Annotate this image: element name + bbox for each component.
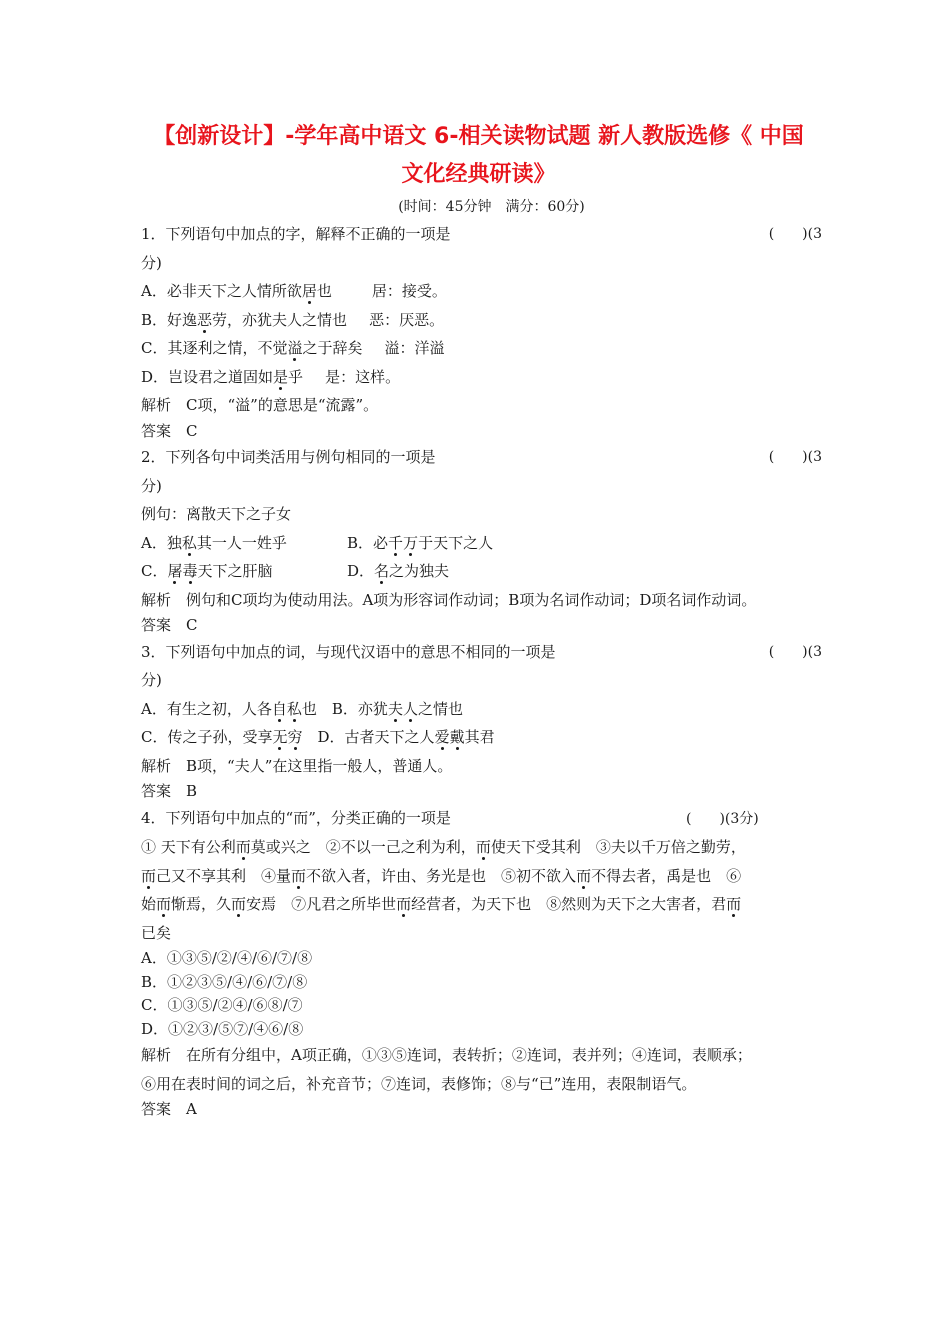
q3-c-text: C．传之子孙，受享 bbox=[141, 728, 273, 746]
q4-passage-line-3 bbox=[141, 890, 822, 919]
q1-option-a bbox=[141, 277, 822, 306]
q1-a-text: A．必非天下之人情所欲 bbox=[141, 282, 302, 300]
q2-stem-row bbox=[141, 443, 822, 472]
q1-c-dotted: 溢 bbox=[287, 339, 303, 357]
q1-option-d bbox=[141, 363, 822, 392]
title-line-1: 【创新设计】-学年高中语文 6-相关读物试题 新人教版选修《 中国 bbox=[153, 124, 804, 149]
q4-l2-text-1: 己又不享其利 ④量 bbox=[156, 866, 292, 885]
document-title bbox=[135, 118, 822, 194]
q4-l1-text-2: 莫或兴之 ②不以一己之利为利， bbox=[250, 838, 476, 856]
q4-er-3: 而 bbox=[141, 866, 157, 885]
q2-a-text: A．独 bbox=[141, 533, 182, 552]
q4-l3-text-2: 惭焉，久 bbox=[171, 895, 232, 913]
q4-l1-text-1: ① 天下有公利 bbox=[141, 838, 236, 856]
q1-option-c bbox=[141, 334, 822, 363]
q4-l2-text-2: 不欲入者，许由、务光是也 ⑤初不欲入 bbox=[306, 866, 577, 885]
q1-c-explain: 溢：洋溢 bbox=[384, 339, 445, 357]
q1-a-explain: 居：接受。 bbox=[371, 282, 447, 300]
q4-stem: 4．下列语句中加点的“而”，分类正确的一项是 bbox=[141, 808, 451, 827]
q2-d-text: D． bbox=[347, 562, 375, 580]
q4-l3-text-4: 经营者，为天下也 ⑧然则为天下之大害者，君 bbox=[411, 895, 727, 913]
q2-answer: 答案 C bbox=[141, 616, 198, 634]
q2-score-cont: 分) bbox=[141, 476, 162, 495]
q3-options-cd bbox=[141, 723, 822, 752]
q1-b-explain: 恶：厌恶。 bbox=[369, 310, 445, 329]
q3-stem: 3．下列语句中加点的词，与现代汉语中的意思不相同的一项是 bbox=[141, 642, 556, 661]
q3-d-dotted-2: 戴 bbox=[449, 728, 465, 746]
q3-d-dotted: 爱 bbox=[434, 728, 450, 746]
q3-score-cont: 分) bbox=[141, 671, 162, 689]
q4-passage-line-2 bbox=[141, 862, 822, 891]
q4-l2-text-3: 不得去者，禹是也 ⑥ bbox=[591, 866, 742, 885]
q4-analysis-1: 解析 在所有分组中，A项正确，①③⑤连词，表转折；②连词，表并列；④连词，表顺承； bbox=[141, 1046, 752, 1064]
q2-c-text-end: 天下之肝脑 bbox=[197, 562, 273, 580]
q3-analysis: 解析 B项，“夫人”在这里指一般人，普通人。 bbox=[141, 756, 453, 775]
q4-er-2: 而 bbox=[475, 838, 491, 856]
q3-options-ab bbox=[141, 695, 822, 724]
q1-d-text-end: 乎 bbox=[288, 367, 304, 386]
q3-score: ( )(3 bbox=[768, 643, 822, 660]
q1-c-text-end: 之于辞矣 bbox=[302, 339, 363, 357]
q2-c-dotted: 屠 bbox=[167, 562, 183, 580]
q2-options-ab bbox=[141, 529, 822, 558]
q4-analysis-2: ⑥用在表时间的词之后，补充音节；⑦连词，表修饰；⑧与“已”连用，表限制语气。 bbox=[141, 1074, 697, 1093]
q1-b-text-end: 劳，亦犹夫人之情也 bbox=[212, 310, 348, 329]
q3-b-dotted-2: 人 bbox=[402, 699, 418, 718]
q4-answer: 答案 A bbox=[141, 1100, 197, 1118]
q4-er-8: 而 bbox=[396, 895, 412, 913]
q3-a-dotted-2: 私 bbox=[286, 699, 302, 718]
q4-stem-row bbox=[141, 804, 822, 834]
q3-stem-row bbox=[141, 638, 822, 667]
q4-passage-line-1 bbox=[141, 833, 822, 862]
q3-b-text-end: 之情也 bbox=[417, 699, 463, 718]
q1-d-dotted: 是 bbox=[273, 367, 289, 386]
q3-d-text: D．古者天下之人 bbox=[317, 728, 435, 746]
q1-analysis: 解析 C项，“溢”的意思是“流露”。 bbox=[141, 396, 379, 414]
q4-er-7: 而 bbox=[231, 895, 247, 913]
q1-stem-row bbox=[141, 220, 822, 249]
q3-a-text: A．有生之初，人各 bbox=[141, 699, 272, 718]
q1-option-b bbox=[141, 306, 822, 335]
time-note: (时间：45分钟 满分：60分) bbox=[398, 199, 585, 215]
q3-a-text-end: 也 bbox=[301, 699, 317, 718]
q4-er-4: 而 bbox=[291, 866, 307, 885]
q4-l3-text-3: 安焉 ⑦凡君之所毕世 bbox=[246, 895, 397, 913]
q1-b-dotted: 恶 bbox=[197, 310, 213, 329]
q1-score-cont: 分) bbox=[141, 253, 162, 272]
q3-c-dotted-2: 穷 bbox=[287, 728, 303, 746]
q1-d-explain: 是：这样。 bbox=[325, 367, 401, 386]
q1-stem: 1．下列语句中加点的字，解释不正确的一项是 bbox=[141, 225, 451, 243]
q4-option-d: D．①②③/⑤⑦/④⑥/⑧ bbox=[141, 1019, 304, 1038]
q3-b-dotted: 夫 bbox=[387, 699, 403, 718]
q2-c-text: C． bbox=[141, 562, 168, 580]
q4-er-9: 而 bbox=[726, 895, 742, 913]
q1-c-text: C．其逐利之情，不觉 bbox=[141, 339, 288, 357]
q2-b-text: B．必 bbox=[347, 533, 389, 552]
q4-passage-line-4: 已矣 bbox=[141, 923, 172, 942]
q3-b-text: B．亦犹 bbox=[331, 699, 388, 718]
q4-option-a: A．①③⑤/②/④/⑥/⑦/⑧ bbox=[141, 949, 313, 967]
q2-c-dotted-2: 毒 bbox=[182, 562, 198, 580]
q4-score: ( )(3分) bbox=[686, 810, 759, 827]
q4-er-1: 而 bbox=[235, 838, 251, 856]
q1-score: ( )(3 bbox=[768, 226, 822, 242]
q4-l1-text-3: 使天下受其利 ③夫以千万倍之勤劳， bbox=[490, 838, 746, 856]
q4-er-5: 而 bbox=[576, 866, 592, 885]
q1-a-text-end: 也 bbox=[316, 282, 332, 300]
q1-a-dotted: 居 bbox=[301, 282, 317, 300]
q1-b-text: B．好逸 bbox=[141, 310, 198, 329]
q2-example: 例句：离散天下之子女 bbox=[141, 505, 292, 523]
q4-l3-text-1: 始 bbox=[141, 895, 157, 913]
q2-b-dotted-2: 万 bbox=[403, 533, 419, 552]
q2-options-cd bbox=[141, 557, 822, 586]
q2-score: ( )(3 bbox=[768, 449, 822, 465]
q2-analysis: 解析 例句和C项均为使动用法。A项为形容词作动词；B项为名词作动词；D项名词作动词。 bbox=[141, 590, 757, 609]
q4-er-6: 而 bbox=[156, 895, 172, 913]
q1-answer: 答案 C bbox=[141, 421, 198, 440]
q3-d-text-end: 其君 bbox=[464, 728, 495, 746]
q4-option-b: B．①②③⑤/④/⑥/⑦/⑧ bbox=[141, 972, 308, 991]
q1-d-text: D．岂设君之道固如 bbox=[141, 367, 274, 386]
q2-a-text-end: 其一人一姓乎 bbox=[196, 533, 287, 552]
q4-option-c: C．①③⑤/②④/⑥⑧/⑦ bbox=[141, 996, 303, 1014]
title-line-2: 文化经典研读》 bbox=[401, 162, 556, 187]
q2-b-text-end: 于天下之人 bbox=[418, 533, 494, 552]
q2-d-dotted: 名 bbox=[374, 562, 390, 580]
q3-c-dotted: 无 bbox=[272, 728, 288, 746]
q2-d-text-end: 之为独夫 bbox=[389, 562, 450, 580]
q3-answer: 答案 B bbox=[141, 782, 198, 800]
q3-a-dotted: 自 bbox=[271, 699, 287, 718]
q2-a-dotted: 私 bbox=[181, 533, 197, 552]
q2-b-dotted: 千 bbox=[388, 533, 404, 552]
q2-stem: 2．下列各句中词类活用与例句相同的一项是 bbox=[141, 448, 436, 466]
